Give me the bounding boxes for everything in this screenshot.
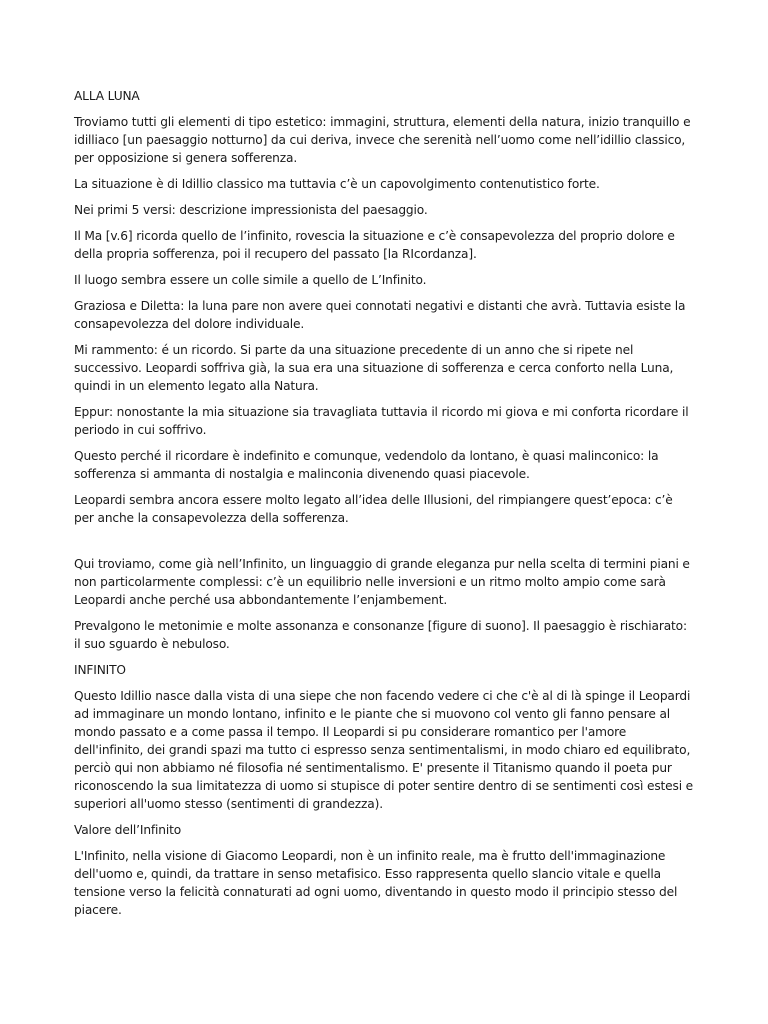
paragraph: Il luogo sembra essere un colle simile a quello de L’Infinito. bbox=[74, 273, 427, 287]
paragraph: Questo perché il ricordare è indefinito e comunque, vedendolo da lontano, è quasi malinconico: la sofferenza si ammanta di nostalgia e malinconia divenendo quasi piacevole. bbox=[74, 449, 659, 481]
section-heading-alla-luna: ALLA LUNA bbox=[74, 89, 140, 103]
paragraph: Leopardi sembra ancora essere molto legato all’idea delle Illusioni, del rimpiangere quest’epoca: c’è per anche la consapevolezza della sofferenza. bbox=[74, 493, 673, 525]
section-heading-infinito: INFINITO bbox=[74, 663, 126, 677]
paragraph: Qui troviamo, come già nell’Infinito, un linguaggio di grande eleganza pur nella scelta di termini piani e non particolarmente complessi: c’è un equilibrio nelle inversioni e un ritmo molto ampio come sarà Leopardi anche perché usa abbondantemente l’enjambement. bbox=[74, 557, 690, 607]
paragraph: Graziosa e Diletta: la luna pare non avere quei connotati negativi e distanti che avrà. Tuttavia esiste la consapevolezza del dolore individuale. bbox=[74, 299, 686, 331]
paragraph: Mi rammento: é un ricordo. Si parte da una situazione precedente di un anno che si ripete nel successivo. Leopardi soffriva già, la sua era una situazione di sofferenza e cerca conforto nella Luna, quindi in un elemento legato alla Natura. bbox=[74, 343, 674, 393]
document-page bbox=[74, 87, 696, 927]
paragraph: Nei primi 5 versi: descrizione impressionista del paesaggio. bbox=[74, 203, 428, 217]
paragraph: Prevalgono le metonimie e molte assonanza e consonanze [figure di suono]. Il paesaggio è rischiarato: il suo sguardo è nebuloso. bbox=[74, 619, 687, 651]
subheading: Valore dell’Infinito bbox=[74, 823, 182, 837]
paragraph: Questo Idillio nasce dalla vista di una siepe che non facendo vedere ci che c'è al di là spinge il Leopardi ad immaginare un mondo lontano, infinito e le piante che si muovono col vento gli fanno pensare al mondo passato e a come passa il tempo. Il Leopardi si pu considerare romantico per l'amore dell'infinito, dei grandi spazi ma tutto ci espresso senza sentimentalismi, in modo chiaro ed equilibrato, perciò qui non abbiamo né filosofia né sentimentalismo. E' presente il Titanismo quando il poeta pur riconoscendo la sua limitatezza di uomo si stupisce di poter sentire dentro di se sentimenti così estesi e superiori all'uomo stesso (sentimenti di grandezza). bbox=[74, 689, 693, 811]
paragraph: La situazione è di Idillio classico ma tuttavia c’è un capovolgimento contenutistico forte. bbox=[74, 177, 600, 191]
paragraph: Troviamo tutti gli elementi di tipo estetico: immagini, struttura, elementi della natura, inizio tranquillo e idilliaco [un paesaggio notturno] da cui deriva, invece che serenità nell’uomo come nell’idillio classico, per opposizione si genera sofferenza. bbox=[74, 115, 691, 165]
paragraph: Eppur: nonostante la mia situazione sia travagliata tuttavia il ricordo mi giova e mi conforta ricordare il periodo in cui soffrivo. bbox=[74, 405, 689, 437]
paragraph: L'Infinito, nella visione di Giacomo Leopardi, non è un infinito reale, ma è frutto dell'immaginazione dell'uomo e, quindi, da trattare in senso metafisico. Esso rappresenta quello slancio vitale e quella tensione verso la felicità connaturati ad ogni uomo, diventando in questo modo il principio stesso del piacere. bbox=[74, 849, 678, 917]
paragraph: Il Ma [v.6] ricorda quello de l’infinito, rovescia la situazione e c’è consapevolezza del proprio dolore e della propria sofferenza, poi il recupero del passato [la RIcordanza]. bbox=[74, 229, 675, 261]
blank-space bbox=[74, 535, 696, 555]
